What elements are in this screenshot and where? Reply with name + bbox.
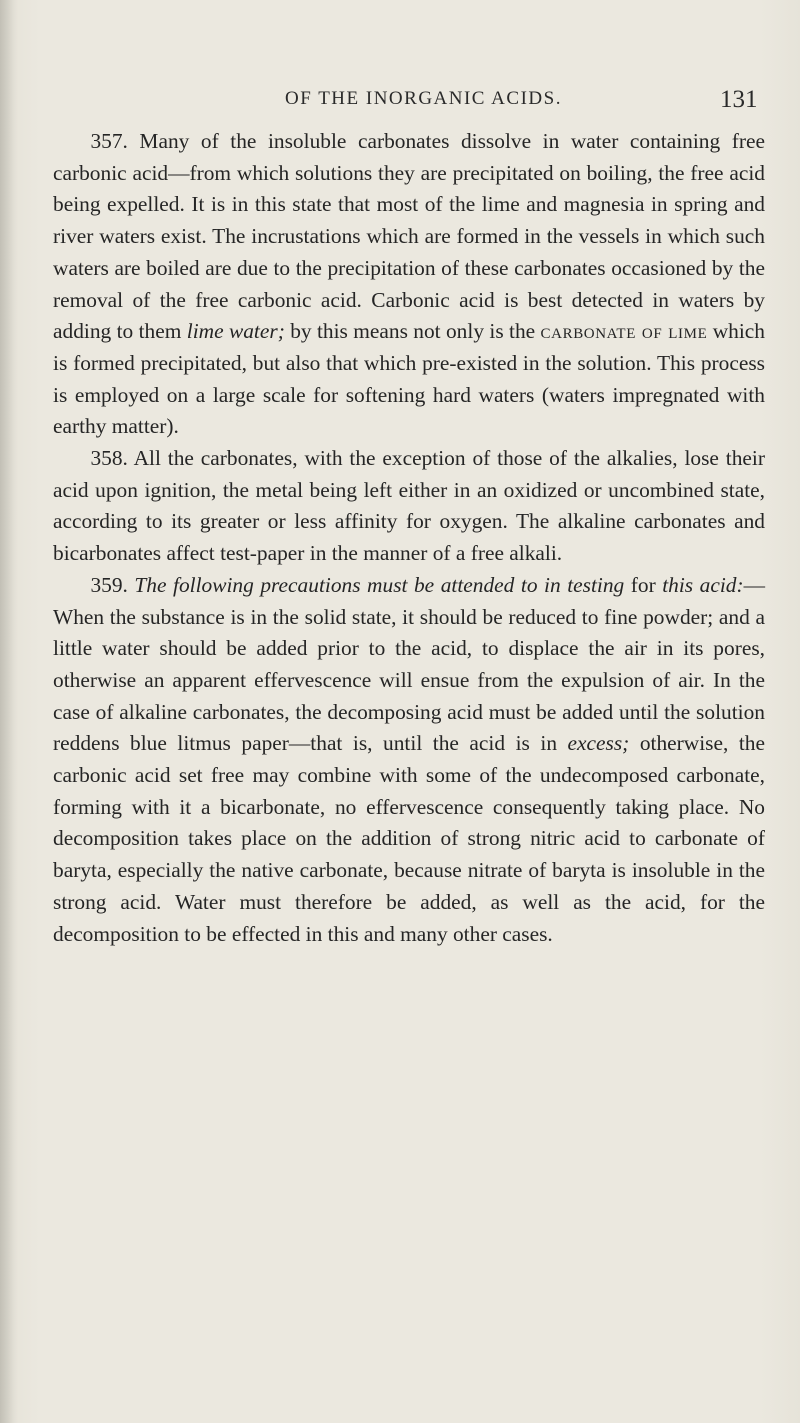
paragraph-text: by this means not only is the <box>284 319 541 344</box>
italic-phrase: excess; <box>567 731 630 756</box>
running-head-title: OF THE INORGANIC ACIDS. <box>285 88 562 109</box>
paragraph-text: otherwise, the carbonic acid set free may combine with some of the undecomposed carbonate, forming with it a bicarbonate, no effervescence consequently taking place. No decomposition takes place on the addition of strong nitric acid to carbonate of baryta, especially the native carbonate, because nitrate of baryta is insoluble in the strong acid. Water must therefore be added, as well as the acid, for the decomposition to be effected in this and many other cases. <box>53 731 765 946</box>
paragraph-359 <box>53 570 765 950</box>
italic-phrase: The following precautions must be attended to in testing <box>134 572 625 597</box>
body-text <box>53 126 765 950</box>
paragraph-358 <box>53 443 765 570</box>
paragraph-text: 359. <box>90 572 135 597</box>
page-number: 131 <box>720 86 758 113</box>
italic-phrase: lime water; <box>186 319 285 344</box>
small-caps-phrase: carbonate of lime <box>540 319 708 344</box>
paragraph-text: 358. All the carbonates, with the exception of those of the alkalies, lose their acid upon ignition, the metal being left either in an oxidized or uncombined state, according to its greater or less affinity for oxygen. The alkaline carbonates and bicarbonates affect test-paper in the manner of a free alkali. <box>53 446 765 566</box>
spine-shadow <box>0 0 18 1423</box>
paragraph-text: —When the substance is in the solid state, it should be reduced to fine powder; and a little water should be added prior to the acid, to displace the air in its pores, otherwise an apparent effervescence will ensue from the expulsion of air. In the case of alkaline carbonates, the decomposing acid must be added until the solution reddens blue litmus paper—that is, until the acid is in <box>53 572 765 756</box>
paragraph-text: 357. Many of the insoluble carbonates dissolve in water containing free carbonic acid—from which solutions they are precipitated on boiling, the free acid being expelled. It is in this state that most of the lime and magnesia in spring and river waters exist. The incrustations which are formed in the vessels in which such waters are boiled are due to the precipitation of these carbonates occasioned by the removal of the free carbonic acid. Carbonic acid is best detected in waters by adding to them <box>53 129 765 344</box>
paragraph-text: which is formed precipitated, but also that which pre-existed in the solution. This process is employed on a large scale for softening hard waters (waters impregnated with earthy matter). <box>53 319 765 439</box>
paragraph-text: for <box>624 572 663 597</box>
italic-phrase: this acid: <box>662 572 744 597</box>
paragraph-357 <box>53 126 765 443</box>
